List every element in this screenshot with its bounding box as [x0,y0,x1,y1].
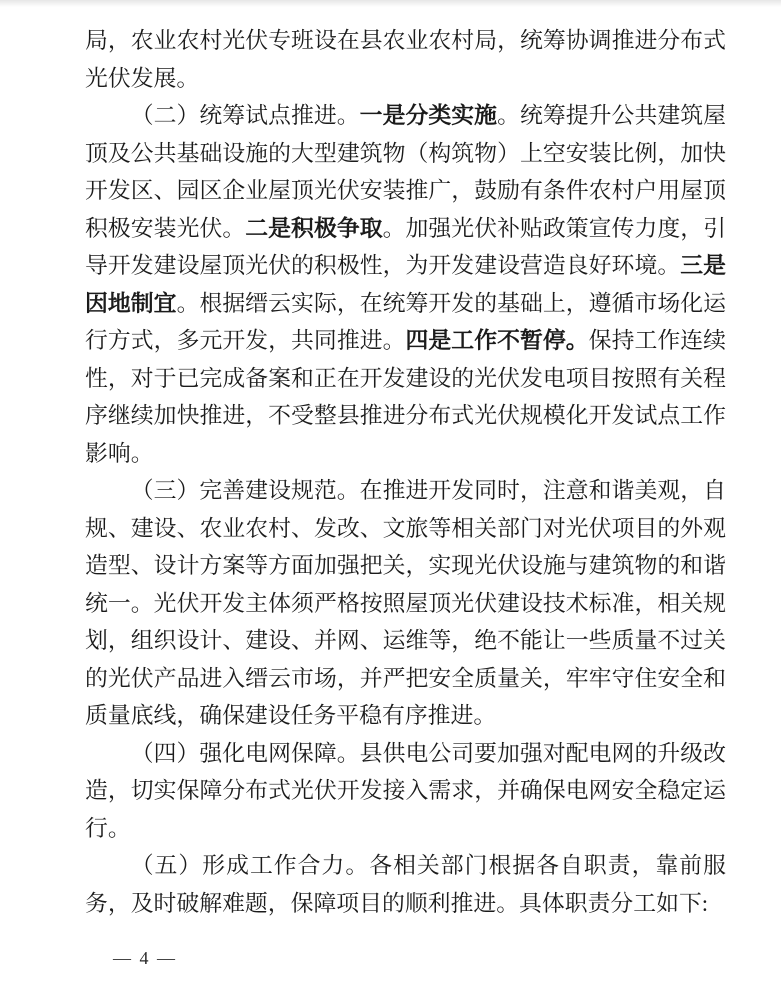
section-heading-run: （三）完善建设规范。 [130,478,360,503]
text-run: 。加强光伏补贴政策宣传力度，引导开发建设屋顶光伏的积极性，为开发建设营造良好环境。 [85,215,726,278]
text-run: 县供电公司要加强对配电网的升级改造，切实保障分布式光伏开发接入需求，并确保电网安全稳定运行。 [85,740,726,841]
text-run: 。根据缙云实际，在统筹开发的基础上，遵循市场化运行方式，多元开发，共同推进。 [85,290,726,353]
paragraph [85,472,726,735]
section-heading-run: （五）形成工作合力。 [130,853,370,878]
paragraph [85,847,726,922]
paragraph [85,735,726,848]
emphasis-run: 四是工作不暂停。 [405,328,589,353]
emphasis-run: 三是因地制宜 [85,253,726,316]
document-body [85,22,726,922]
scan-edge-artifact [0,0,781,7]
text-run: 局，农业农村光伏专班设在县农业农村局，统筹协调推进分布式光伏发展。 [85,28,726,91]
page-number: — 4 — [113,948,177,968]
section-heading-run: （二）统筹试点推进。 [130,103,360,128]
text-run: 。统筹提升公共建筑屋顶及公共基础设施的大型建筑物（构筑物）上空安装比例，加快开发区、园区企业屋顶光伏安装推广，鼓励有条件农村户用屋顶积极安装光伏。 [85,103,726,241]
emphasis-run: 二是积极争取 [245,215,383,241]
paragraph [85,22,726,97]
emphasis-run: 一是分类实施 [359,103,498,128]
text-run: 各相关部门根据各自职责，靠前服务，及时破解难题，保障项目的顺利推进。具体职责分工如下: [85,853,726,916]
paragraph [85,97,726,472]
text-run: 在推进开发同时，注意和谐美观，自规、建设、农业农村、发改、文旅等相关部门对光伏项目的外观造型、设计方案等方面加强把关，实现光伏设施与建筑物的和谐统一。光伏开发主体须严格按照屋顶光伏建设技术标准，相关规划，组织设计、建设、并网、运维等，绝不能让一些质量不过关的光伏产品进入缙云市场，并严把安全质量关，牢牢守住安全和质量底线，确保建设任务平稳有序推进。 [85,478,726,728]
text-run: 保持工作连续性，对于已完成备案和正在开发建设的光伏发电项目按照有关程序继续加快推进，不受整县推进分布式光伏规模化开发试点工作影响。 [85,328,726,466]
section-heading-run: （四）强化电网保障。 [130,740,360,766]
